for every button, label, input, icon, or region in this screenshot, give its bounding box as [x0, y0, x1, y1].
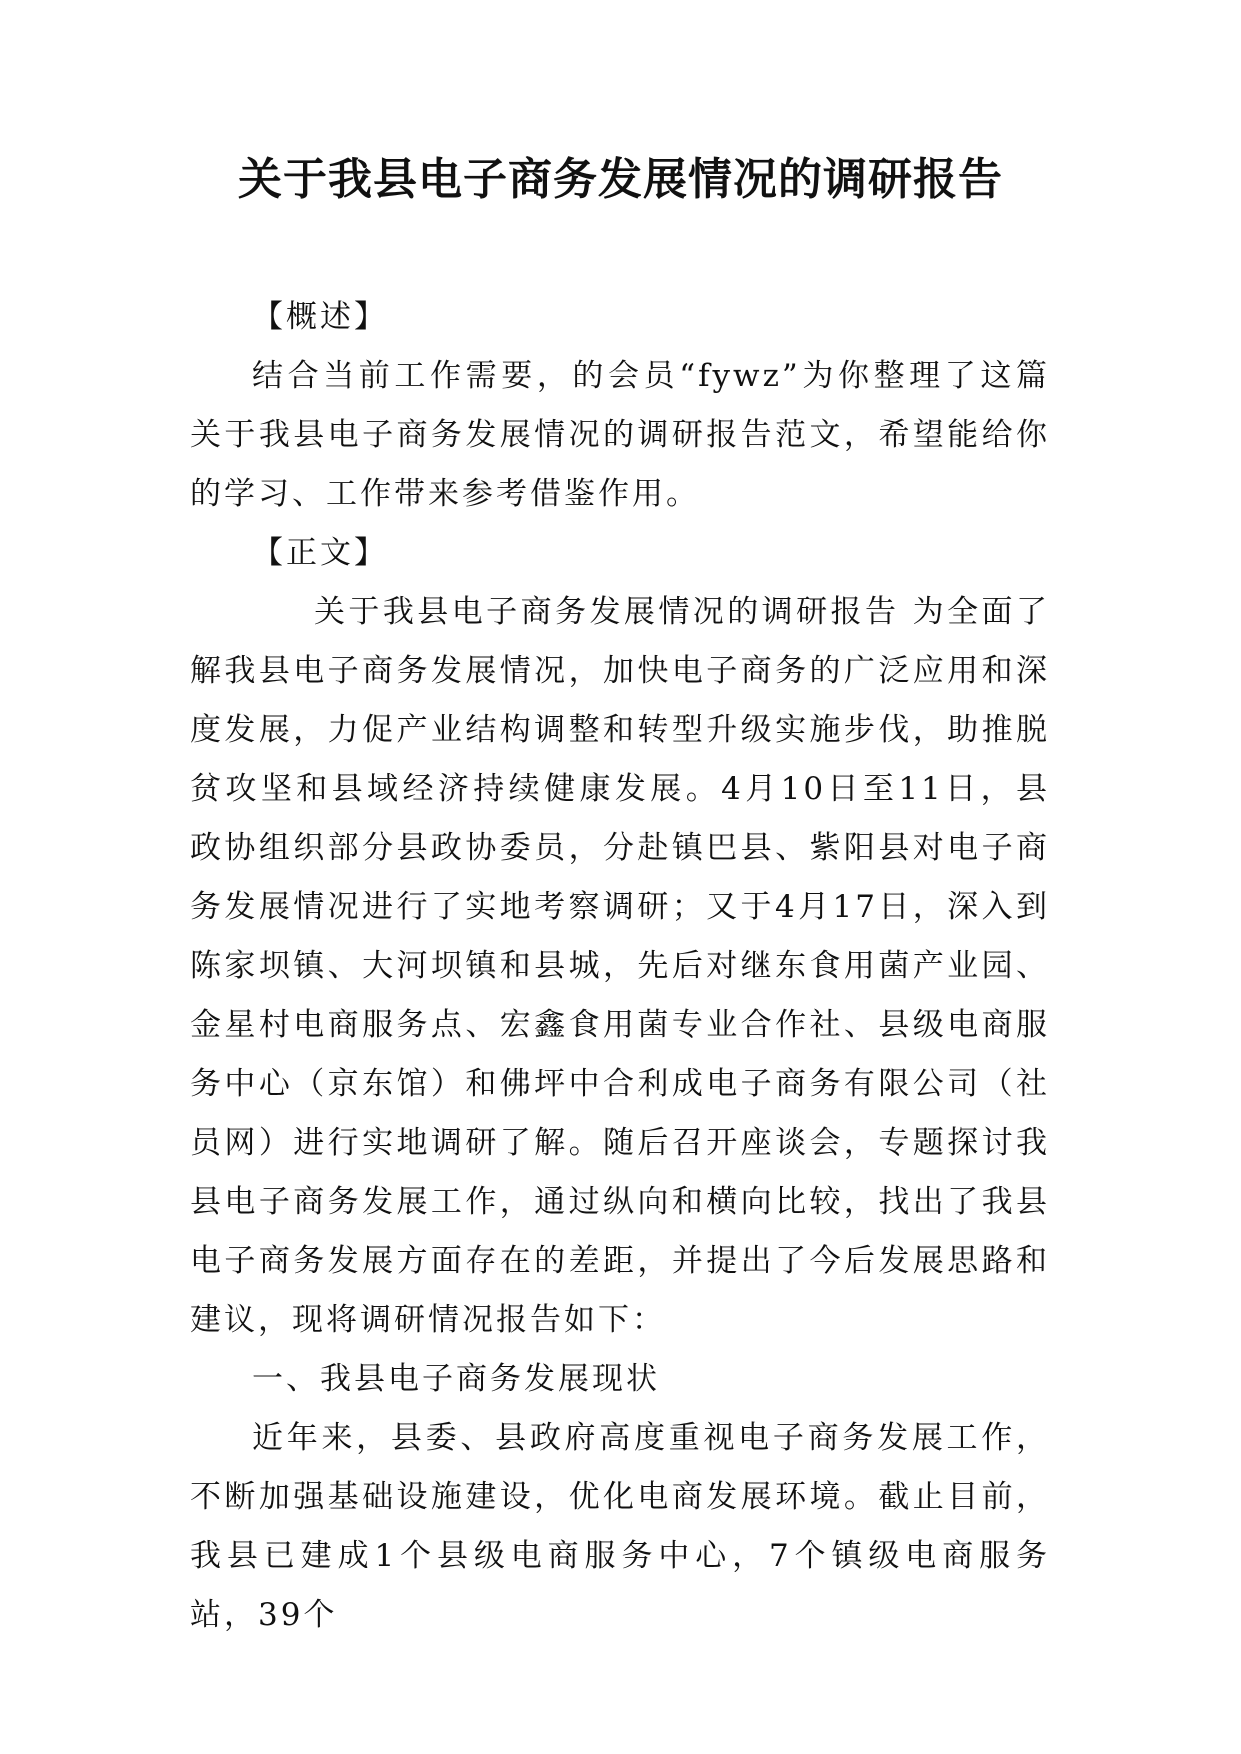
main-paragraph: 关于我县电子商务发展情况的调研报告 为全面了解我县电子商务发展情况，加快电子商务的广泛应用和深度发展，力促产业结构调整和转型升级实施步伐，助推脱贫攻坚和县域经济持续健康发展。4月10日至11日，县政协组织部分县政协委员，分赴镇巴县、紫阳县对电子商务发展情况进行了实地考察调研；又于4月17日，深入到陈家坝镇、大河坝镇和县城，先后对继东食用菌产业园、金星村电商服务点、宏鑫食用菌专业合作社、县级电商服务中心（京东馆）和佛坪中合利成电子商务有限公司（社员网）进行实地调研了解。随后召开座谈会，专题探讨我县电子商务发展工作，通过纵向和横向比较，找出了我县电子商务发展方面存在的差距，并提出了今后发展思路和建议，现将调研情况报告如下：: [190, 594, 1050, 1338]
section-one-paragraph: 近年来，县委、县政府高度重视电子商务发展工作，不断加强基础设施建设，优化电商发展环境。截止目前，我县已建成1个县级电商服务中心，7个镇级电商服务站，39个: [190, 1420, 1050, 1633]
section-main-label: 【正文】: [252, 535, 388, 571]
document-title: 关于我县电子商务发展情况的调研报告: [238, 154, 1003, 205]
overview-paragraph: 结合当前工作需要，的会员“fywz”为你整理了这篇关于我县电子商务发展情况的调研报告范文，希望能给你的学习、工作带来参考借鉴作用。: [190, 358, 1050, 512]
section-overview-label: 【概述】: [252, 299, 388, 335]
document-body: [190, 288, 1050, 1645]
section-one-heading: 一、我县电子商务发展现状: [252, 1361, 660, 1397]
